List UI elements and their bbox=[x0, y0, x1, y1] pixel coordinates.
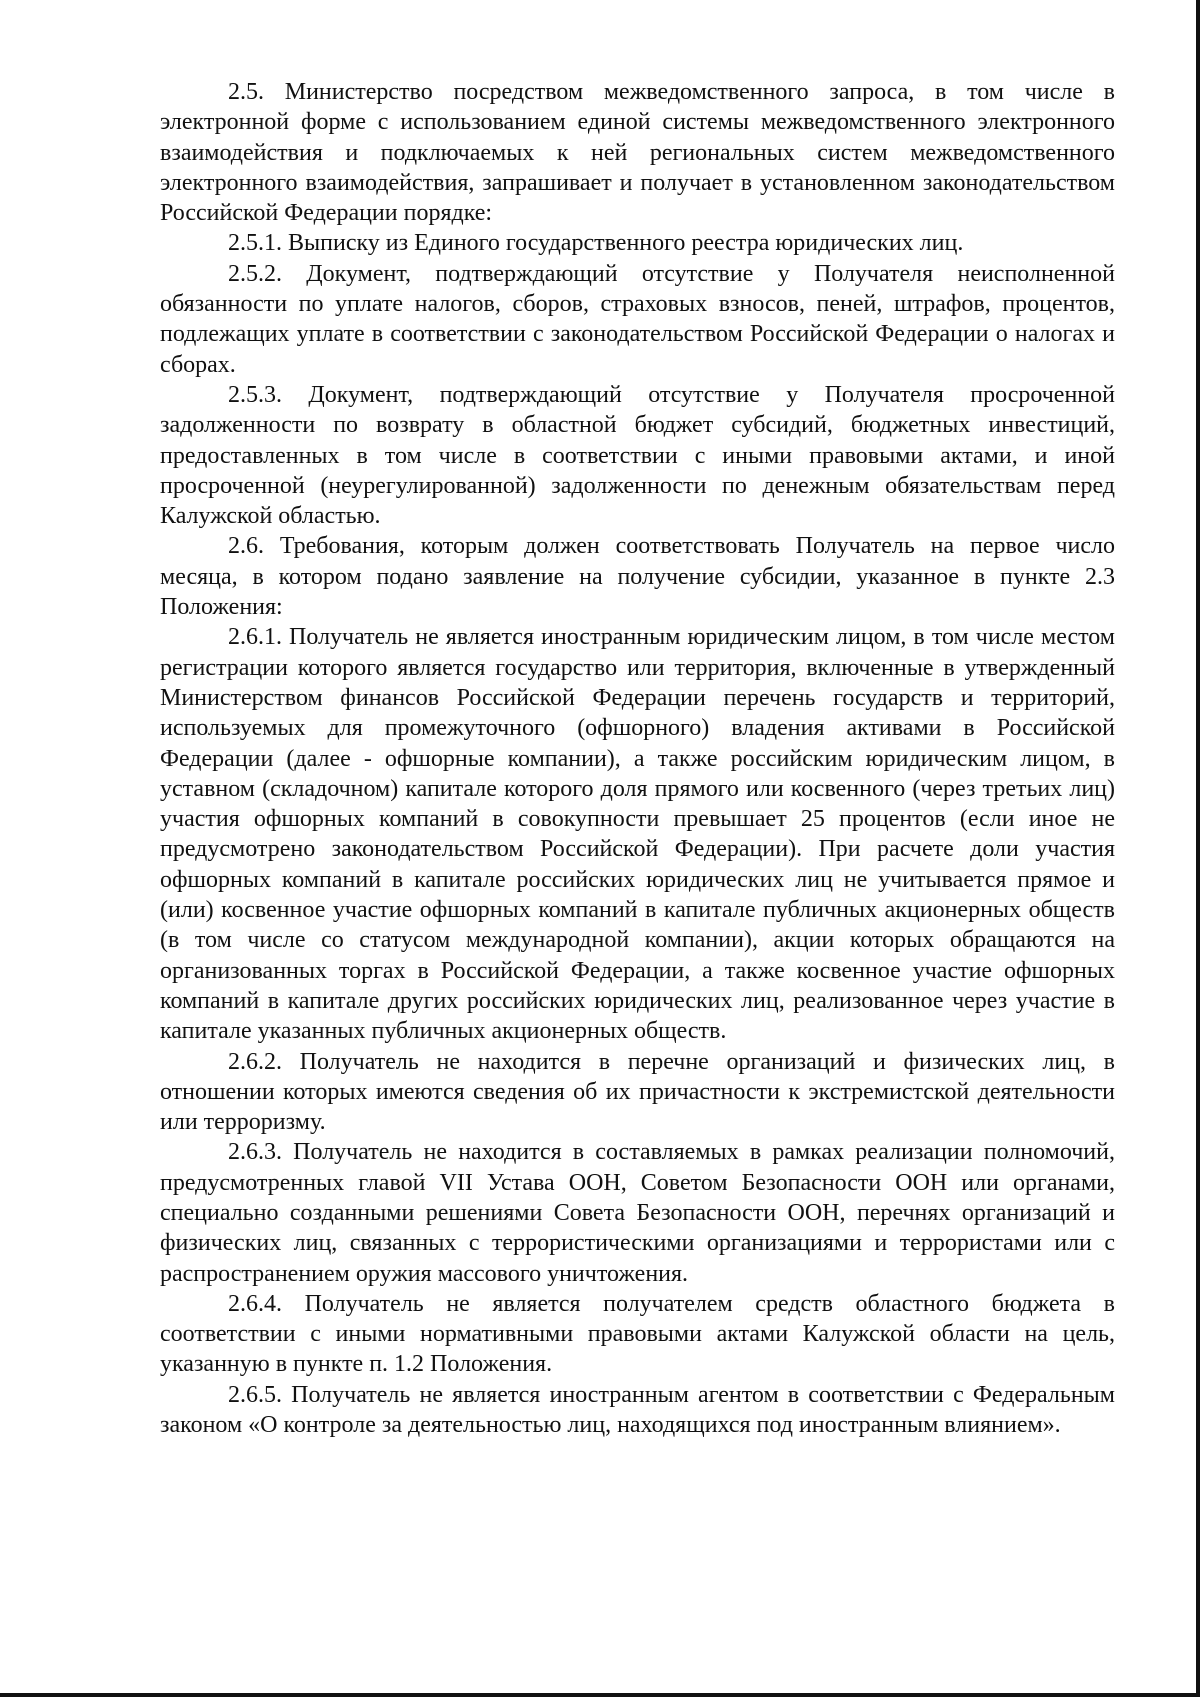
paragraph-2-5-3: 2.5.3. Документ, подтверждающий отсутствие у Получателя просроченной задолженности по возврату в областной бюджет субсидий, бюджетных инвестиций, предоставленных в том числе в соответствии с иными правовыми актами, и иной просроченной (неурегулированной) задолженности по денежным обязательствам перед Калужской областью. bbox=[160, 381, 1115, 530]
paragraph-2-6-3: 2.6.3. Получатель не находится в составляемых в рамках реализации полномочий, предусмотренных главой VII Устава ООН, Советом Безопасности ООН или органами, специально созданными решениями Совета Безопасности ООН, перечнях организаций и физических лиц, связанных с террористическими организациями и террористами или с распространением оружия массового уничтожения. bbox=[160, 1139, 1115, 1287]
paragraph-2-6: 2.6. Требования, которым должен соответствовать Получатель на первое число месяца, в котором подано заявление на получение субсидии, указанное в пункте 2.3 Положения: bbox=[160, 533, 1115, 621]
paragraph-2-5: 2.5. Министерство посредством межведомственного запроса, в том числе в электронной форме с использованием единой системы межведомственного электронного взаимодействия и подключаемых к ней региональных систем межведомственного электронного взаимодействия, запрашивает и получает в установленном законодательством Российской Федерации порядке: bbox=[160, 79, 1115, 227]
scan-edge-right bbox=[1196, 0, 1200, 1697]
document-body bbox=[160, 77, 1115, 1440]
paragraph-2-6-5: 2.6.5. Получатель не является иностранным агентом в соответствии с Федеральным законом «О контроле за деятельностью лиц, находящихся под иностранным влиянием». bbox=[160, 1381, 1115, 1439]
scan-edge-bottom bbox=[0, 1693, 1200, 1697]
paragraph-2-5-1: 2.5.1. Выписку из Единого государственного реестра юридических лиц. bbox=[228, 230, 964, 257]
paragraph-2-6-2: 2.6.2. Получатель не находится в перечне организаций и физических лиц, в отношении которых имеются сведения об их причастности к экстремистской деятельности или терроризму. bbox=[160, 1048, 1115, 1136]
paragraph-2-6-4: 2.6.4. Получатель не является получателем средств областного бюджета в соответствии с иными нормативными правовыми актами Калужской области на цель, указанную в пункте п. 1.2 Положения. bbox=[160, 1290, 1115, 1378]
paragraph-2-6-1: 2.6.1. Получатель не является иностранным юридическим лицом, в том числе местом регистрации которого является государство или территория, включенные в утвержденный Министерством финансов Российской Федерации перечень государств и территорий, используемых для промежуточного (офшорного) владения активами в Российской Федерации (далее - офшорные компании), а также российским юридическим лицом, в уставном (складочном) капитале которого доля прямого или косвенного (через третьих лиц) участия офшорных компаний в совокупности превышает 25 процентов (если иное не предусмотрено законодательством Российской Федерации). При расчете доли участия офшорных компаний в капитале российских юридических лиц не учитывается прямое и (или) косвенное участие офшорных компаний в капитале публичных акционерных обществ (в том числе со статусом международной компании), акции которых обращаются на организованных торгах в Российской Федерации, а также косвенное участие офшорных компаний в капитале других российских юридических лиц, реализованное через участие в капитале указанных публичных акционерных обществ. bbox=[160, 624, 1115, 1045]
paragraph-2-5-2: 2.5.2. Документ, подтверждающий отсутствие у Получателя неисполненной обязанности по уплате налогов, сборов, страховых взносов, пеней, штрафов, процентов, подлежащих уплате в соответствии с законодательством Российской Федерации о налогах и сборах. bbox=[160, 260, 1115, 378]
